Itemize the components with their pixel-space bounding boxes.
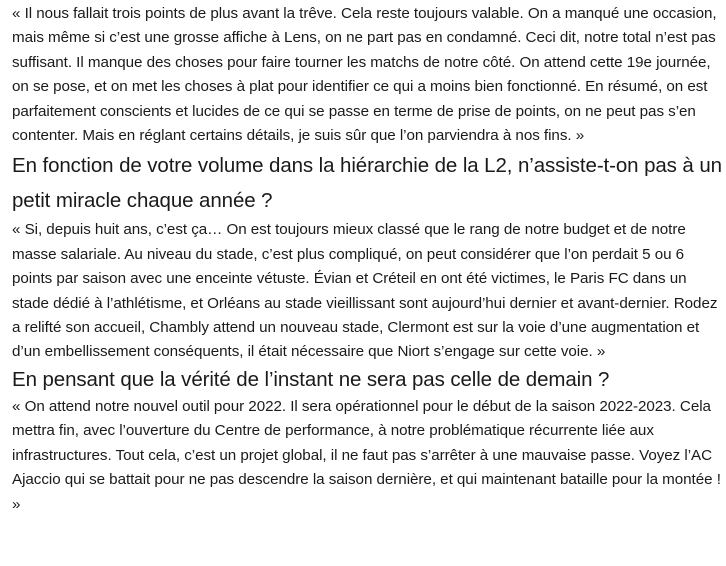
- question-heading-1: En fonction de votre volume dans la hiérarchie de la L2, n’assiste-t-on pas à un petit miracle chaque année ?: [12, 154, 722, 212]
- question-heading-2: En pensant que la vérité de l’instant ne sera pas celle de demain ?: [12, 367, 610, 391]
- answer-paragraph-2: « Si, depuis huit ans, c’est ça… On est toujours mieux classé que le rang de notre budget et de notre masse salariale. Au niveau du stade, c’est plus compliqué, on peut considérer que l’on perdait 5 ou 6 points par saison avec une enceinte vétuste. Évian et Créteil en ont été victimes, le Paris FC dans un stade dédié à l’athlétisme, et Orléans au stade vieillissant sont aujourd’hui dernier et avant-dernier. Rodez a relifté son accueil, Chambly attend un nouveau stade, Clermont est sur la voie d’une augmentation et d’un embellissement conséquents, il était nécessaire que Niort s’engage sur cette voie. »: [12, 221, 718, 361]
- answer-paragraph-1: « Il nous fallait trois points de plus avant la trêve. Cela reste toujours valable. On a manqué une occasion, mais même si c’est une grosse affiche à Lens, on ne part pas en condamné. Ceci dit, notre total n’est pas suffisant. Il manque des choses pour faire tourner les matchs de notre côté. On attend cette 19e journée, on se pose, et on met les choses à plat pour identifier ce qui a moins bien fonctionné. En résumé, on est parfaitement conscients et lucides de ce qui se passe en terme de prise de points, on ne peut pas s’en contenter. Mais en réglant certains détails, je suis sûr que l’on parviendra à nos fins. »: [12, 5, 717, 145]
- answer-paragraph-3: « On attend notre nouvel outil pour 2022. Il sera opérationnel pour le début de la saison 2022-2023. Cela mettra fin, avec l’ouverture du Centre de performance, à notre problématique récurrente liée aux infrastructures. Tout cela, c’est un projet global, il ne faut pas s’arrêter à une mauvaise passe. Voyez l’AC Ajaccio qui se battait pour ne pas descendre la saison dernière, et qui maintenant bataille pour la montée ! »: [12, 397, 721, 513]
